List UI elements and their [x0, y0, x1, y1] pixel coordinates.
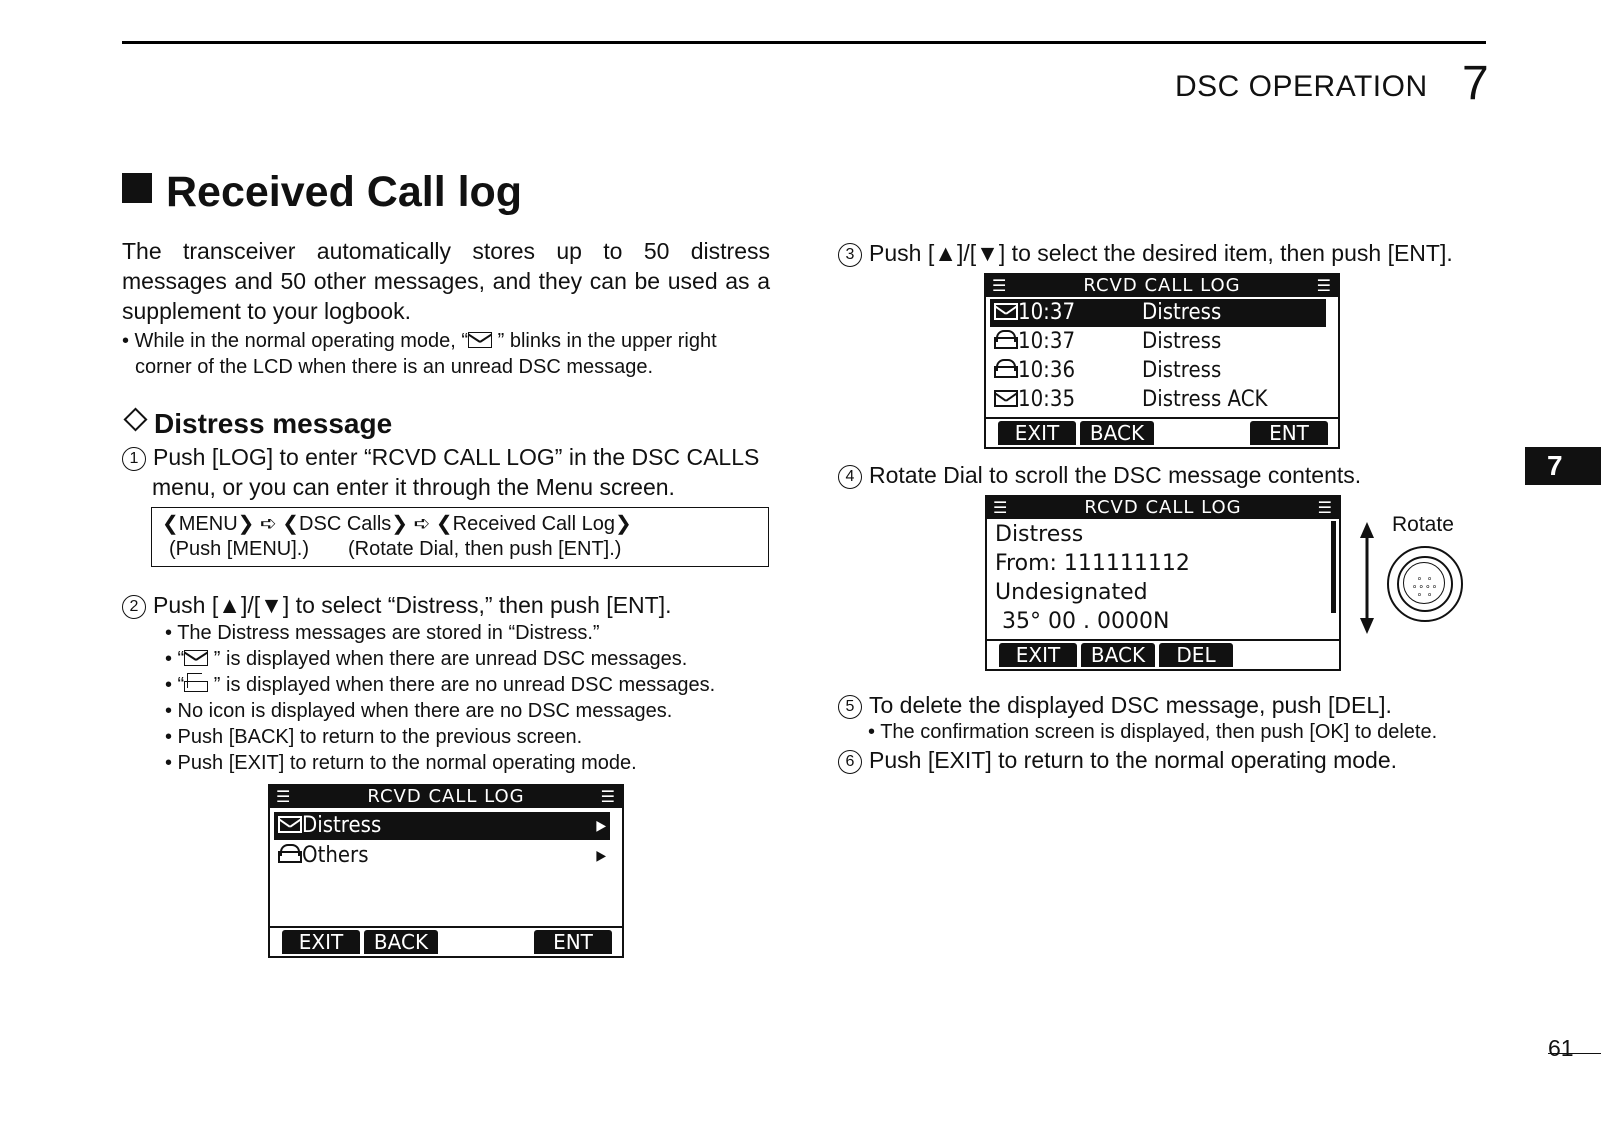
chapter-number: 7	[1462, 57, 1489, 110]
log-time: 10:37	[1018, 300, 1076, 325]
bullet-text: ” is displayed when there are unread DSC messages.	[213, 648, 688, 670]
section-title: DSC OPERATION	[1175, 70, 1428, 103]
menu-path: ❮MENU❯ ➪ ❮DSC Calls❯ ➪ ❮Received Call Log❯	[162, 513, 632, 535]
log-type: Distress	[1142, 300, 1222, 325]
step-1	[122, 442, 759, 472]
page-number: 61	[1548, 1035, 1574, 1061]
page-title	[122, 168, 522, 217]
arrow-right-icon: ▶	[596, 818, 606, 834]
open-envelope-icon	[184, 681, 208, 692]
lcd-item-label: Distress	[302, 813, 382, 838]
double-arrow-icon	[1357, 522, 1377, 634]
intro-note-after: ” blinks in the upper right	[497, 330, 717, 352]
softkey-exit[interactable]: EXIT	[282, 930, 360, 954]
log-type: Distress	[1142, 358, 1222, 383]
softkey-back[interactable]: BACK	[364, 930, 438, 954]
step-2-bullet: • Push [EXIT] to return to the normal operating mode.	[165, 752, 637, 774]
menu-lines-icon: ☰	[276, 787, 292, 806]
quote-open: • “	[165, 648, 185, 670]
bullet-text: ” is displayed when there are no unread DSC messages.	[213, 674, 716, 696]
message-line: 35° 00 . 0000N	[995, 609, 1170, 634]
scrollbar[interactable]	[1331, 521, 1336, 613]
menu-lines-icon: ☰	[600, 787, 616, 806]
lcd-menu-item-distress[interactable]	[274, 812, 610, 840]
softkey-del[interactable]: DEL	[1159, 643, 1233, 667]
step-number: 5	[838, 695, 862, 719]
lcd-item-label: Others	[302, 843, 369, 868]
softkey-exit[interactable]: EXIT	[999, 643, 1077, 667]
envelope-icon	[278, 816, 302, 833]
menu-path-hint-2: (Rotate Dial, then push [ENT].)	[348, 538, 622, 560]
intro-note	[122, 328, 770, 354]
lcd-title-bar	[986, 275, 1338, 297]
step-2-bullet: • Push [BACK] to return to the previous screen.	[165, 726, 583, 748]
softkey-back[interactable]: BACK	[1080, 421, 1154, 445]
message-line: From: 111111112	[995, 551, 1190, 576]
message-line: Undesignated	[995, 580, 1148, 605]
lcd-title: RCVD CALL LOG	[1083, 275, 1241, 296]
menu-lines-icon: ☰	[993, 498, 1009, 517]
step-number: 4	[838, 465, 862, 489]
step-2-bullet	[165, 672, 785, 698]
chapter-tab: 7	[1525, 447, 1601, 485]
envelope-icon	[994, 390, 1018, 407]
log-type: Distress	[1142, 329, 1222, 354]
intro-paragraph: The transceiver automatically stores up to 50 distress messages and 50 other messages, and they can be used as a supplement to your logbook.	[122, 238, 770, 324]
step-text: Push [▲]/[▼] to select the desired item, then push [ENT].	[869, 240, 1453, 266]
step-2-bullet	[165, 646, 785, 672]
menu-lines-icon: ☰	[1317, 498, 1333, 517]
step-text: Rotate Dial to scroll the DSC message contents.	[869, 462, 1362, 488]
lcd-call-log-detail	[985, 495, 1341, 671]
step-6	[838, 745, 1397, 775]
softkey-exit[interactable]: EXIT	[998, 421, 1076, 445]
lcd-call-log-list	[984, 273, 1340, 449]
square-bullet-icon	[122, 173, 152, 203]
step-2-bullet: • The Distress messages are stored in “Distress.”	[165, 622, 600, 644]
envelope-icon	[184, 650, 208, 666]
lcd-title-bar	[987, 497, 1339, 519]
open-envelope-icon	[994, 337, 1018, 349]
page-title-text: Received Call log	[166, 168, 523, 216]
envelope-icon	[468, 332, 492, 348]
dial-icon[interactable]	[1387, 546, 1463, 622]
step-text: Push [LOG] to enter “RCVD CALL LOG” in the DSC CALLS	[153, 444, 760, 470]
log-time: 10:37	[1018, 329, 1076, 354]
log-type: Distress ACK	[1142, 387, 1268, 412]
menu-path-box	[151, 507, 769, 567]
menu-lines-icon: ☰	[992, 276, 1008, 295]
step-number: 3	[838, 243, 862, 267]
step-2	[122, 590, 671, 620]
arrow-right-icon: ▶	[596, 848, 606, 864]
step-number: 2	[122, 595, 146, 619]
rotate-label: Rotate	[1392, 513, 1454, 536]
distress-heading-text: Distress message	[154, 408, 393, 439]
lcd-call-log-menu	[268, 784, 624, 958]
step-number: 1	[122, 447, 146, 471]
step-2-bullet: • No icon is displayed when there are no DSC messages.	[165, 700, 673, 722]
lcd-menu-item-others[interactable]	[274, 842, 610, 870]
lcd-log-row[interactable]	[990, 386, 1326, 414]
open-envelope-icon	[994, 366, 1018, 378]
quote-open: • “	[165, 674, 185, 696]
diamond-icon	[123, 407, 147, 431]
step-5	[838, 690, 1392, 720]
step-text: Push [EXIT] to return to the normal operating mode.	[869, 747, 1398, 773]
softkey-ent[interactable]: ENT	[1250, 421, 1328, 445]
message-line: Distress	[995, 522, 1084, 547]
lcd-title: RCVD CALL LOG	[1084, 497, 1242, 518]
lcd-log-row[interactable]	[990, 357, 1326, 385]
softkey-ent[interactable]: ENT	[534, 930, 612, 954]
step-5-bullet: • The confirmation screen is displayed, then push [OK] to delete.	[868, 721, 1438, 743]
step-1-line2: menu, or you can enter it through the Menu screen.	[152, 474, 675, 500]
lcd-log-row[interactable]	[990, 299, 1326, 327]
lcd-title-bar	[270, 786, 622, 808]
step-4	[838, 460, 1361, 490]
menu-path-hint-1: (Push [MENU].)	[169, 538, 310, 560]
log-time: 10:35	[1018, 387, 1076, 412]
softkey-back[interactable]: BACK	[1081, 643, 1155, 667]
intro-note-line2: corner of the LCD when there is an unread DSC message.	[135, 356, 654, 378]
step-3	[838, 238, 1453, 268]
menu-lines-icon: ☰	[1316, 276, 1332, 295]
log-time: 10:36	[1018, 358, 1076, 383]
lcd-title: RCVD CALL LOG	[367, 786, 525, 807]
step-number: 6	[838, 750, 862, 774]
intro-note-before: • While in the normal operating mode, “	[122, 330, 469, 352]
envelope-icon	[994, 303, 1018, 320]
distress-heading	[122, 408, 392, 440]
step-text: Push [▲]/[▼] to select “Distress,” then push [ENT].	[153, 592, 672, 618]
open-envelope-icon	[278, 851, 302, 863]
lcd-log-row[interactable]	[990, 328, 1326, 356]
dial-dots-icon: ∘ ∘ ∘∘∘∘ ∘ ∘	[1411, 573, 1439, 599]
header-rule	[122, 41, 1486, 44]
step-text: To delete the displayed DSC message, push [DEL].	[869, 692, 1392, 718]
